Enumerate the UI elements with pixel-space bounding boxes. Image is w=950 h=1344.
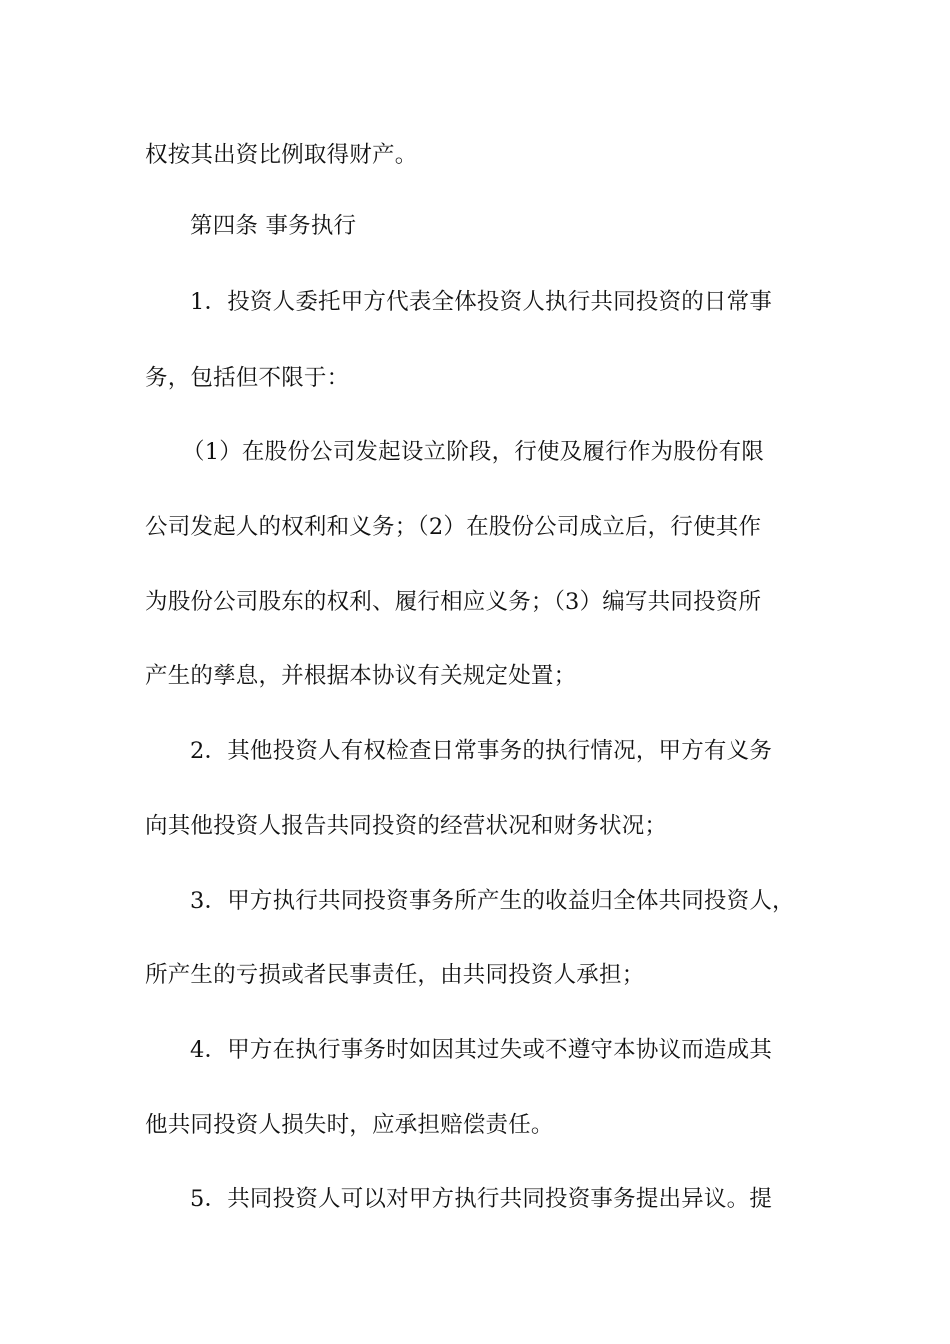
text-line: 他共同投资人损失时，应承担赔偿责任。 [145,1112,554,1138]
text-line: 为股份公司股东的权利、履行相应义务；（3）编写共同投资所 [145,589,762,615]
text-line: 5．共同投资人可以对甲方执行共同投资事务提出异议。提 [190,1186,773,1212]
text-line: 向其他投资人报告共同投资的经营状况和财务状况； [145,813,668,839]
section-heading: 第四条 事务执行 [190,213,357,239]
text-line: 3．甲方执行共同投资事务所产生的收益归全体共同投资人， [190,888,795,914]
text-line: 1．投资人委托甲方代表全体投资人执行共同投资的日常事 [190,289,773,315]
text-line: 务，包括但不限于： [145,365,350,391]
text-line: 权按其出资比例取得财产。 [145,142,418,168]
text-line: 公司发起人的权利和义务；（2）在股份公司成立后，行使其作 [145,514,762,540]
text-line: 2．其他投资人有权检查日常事务的执行情况，甲方有义务 [190,738,773,764]
text-line: 产生的孳息，并根据本协议有关规定处置； [145,663,577,689]
text-line: （1）在股份公司发起设立阶段，行使及履行作为股份有限 [182,439,765,465]
text-line: 4．甲方在执行事务时如因其过失或不遵守本协议而造成其 [190,1037,773,1063]
text-line: 所产生的亏损或者民事责任，由共同投资人承担； [145,962,645,988]
